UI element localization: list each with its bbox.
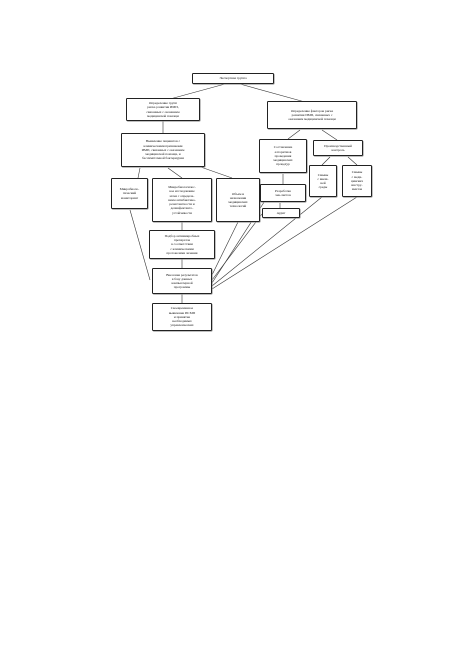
node-wipes-instr: Смывы с меди- цинских инстру- ментов <box>342 165 372 197</box>
connector <box>288 130 300 139</box>
node-algorithms: Составление алгоритмов проведения медицинских процедур <box>259 139 307 173</box>
node-patients: Выявление пациентов с клиническими признаками ИМП, связанных с оказанием медицинской помощи, и бессимптомной бактериурии <box>121 133 205 167</box>
node-checklists: Разработка чек-листов <box>260 184 306 202</box>
node-drug-selection: Подбор антимикробных препаратов в соответствии с клиническими протоколами лечения <box>149 230 215 259</box>
node-prod-control: Производственный контроль <box>313 140 363 156</box>
node-final: Своевременное выявление ИСМП и принятие необходимых управленческих <box>152 303 212 331</box>
node-risk-factors: Определение факторов риска развития ИМП, связанных с оказанием медицинской помощи <box>267 101 357 129</box>
node-root: Экспертная группа <box>192 73 274 84</box>
node-microbio-research: Микробиологичес- кое исследование мочи с определе- нием антибиотико- резистентности и дезинфектанто- устойчивости <box>152 178 212 222</box>
connector <box>348 157 357 165</box>
node-audit: Аудит <box>262 208 300 218</box>
connector <box>130 210 150 280</box>
node-results-db: Внесение результатов в базу данных компьютерной программы <box>152 268 212 294</box>
connector <box>240 84 305 102</box>
connector <box>322 130 337 140</box>
node-volume-tech: Объем и назначения медицинских технологий <box>216 178 260 222</box>
connector <box>138 168 140 178</box>
connector <box>322 157 330 165</box>
node-wipes-env: Смывы с внеш- ней среды <box>309 165 337 197</box>
node-microbio-monitoring: Микробиоло- гический мониторинг <box>111 178 148 209</box>
node-risk-groups: Определение групп риска развития ИМП, связанных с оказанием медицинской помощи <box>126 98 200 121</box>
connector <box>170 84 225 99</box>
connector <box>168 168 182 178</box>
